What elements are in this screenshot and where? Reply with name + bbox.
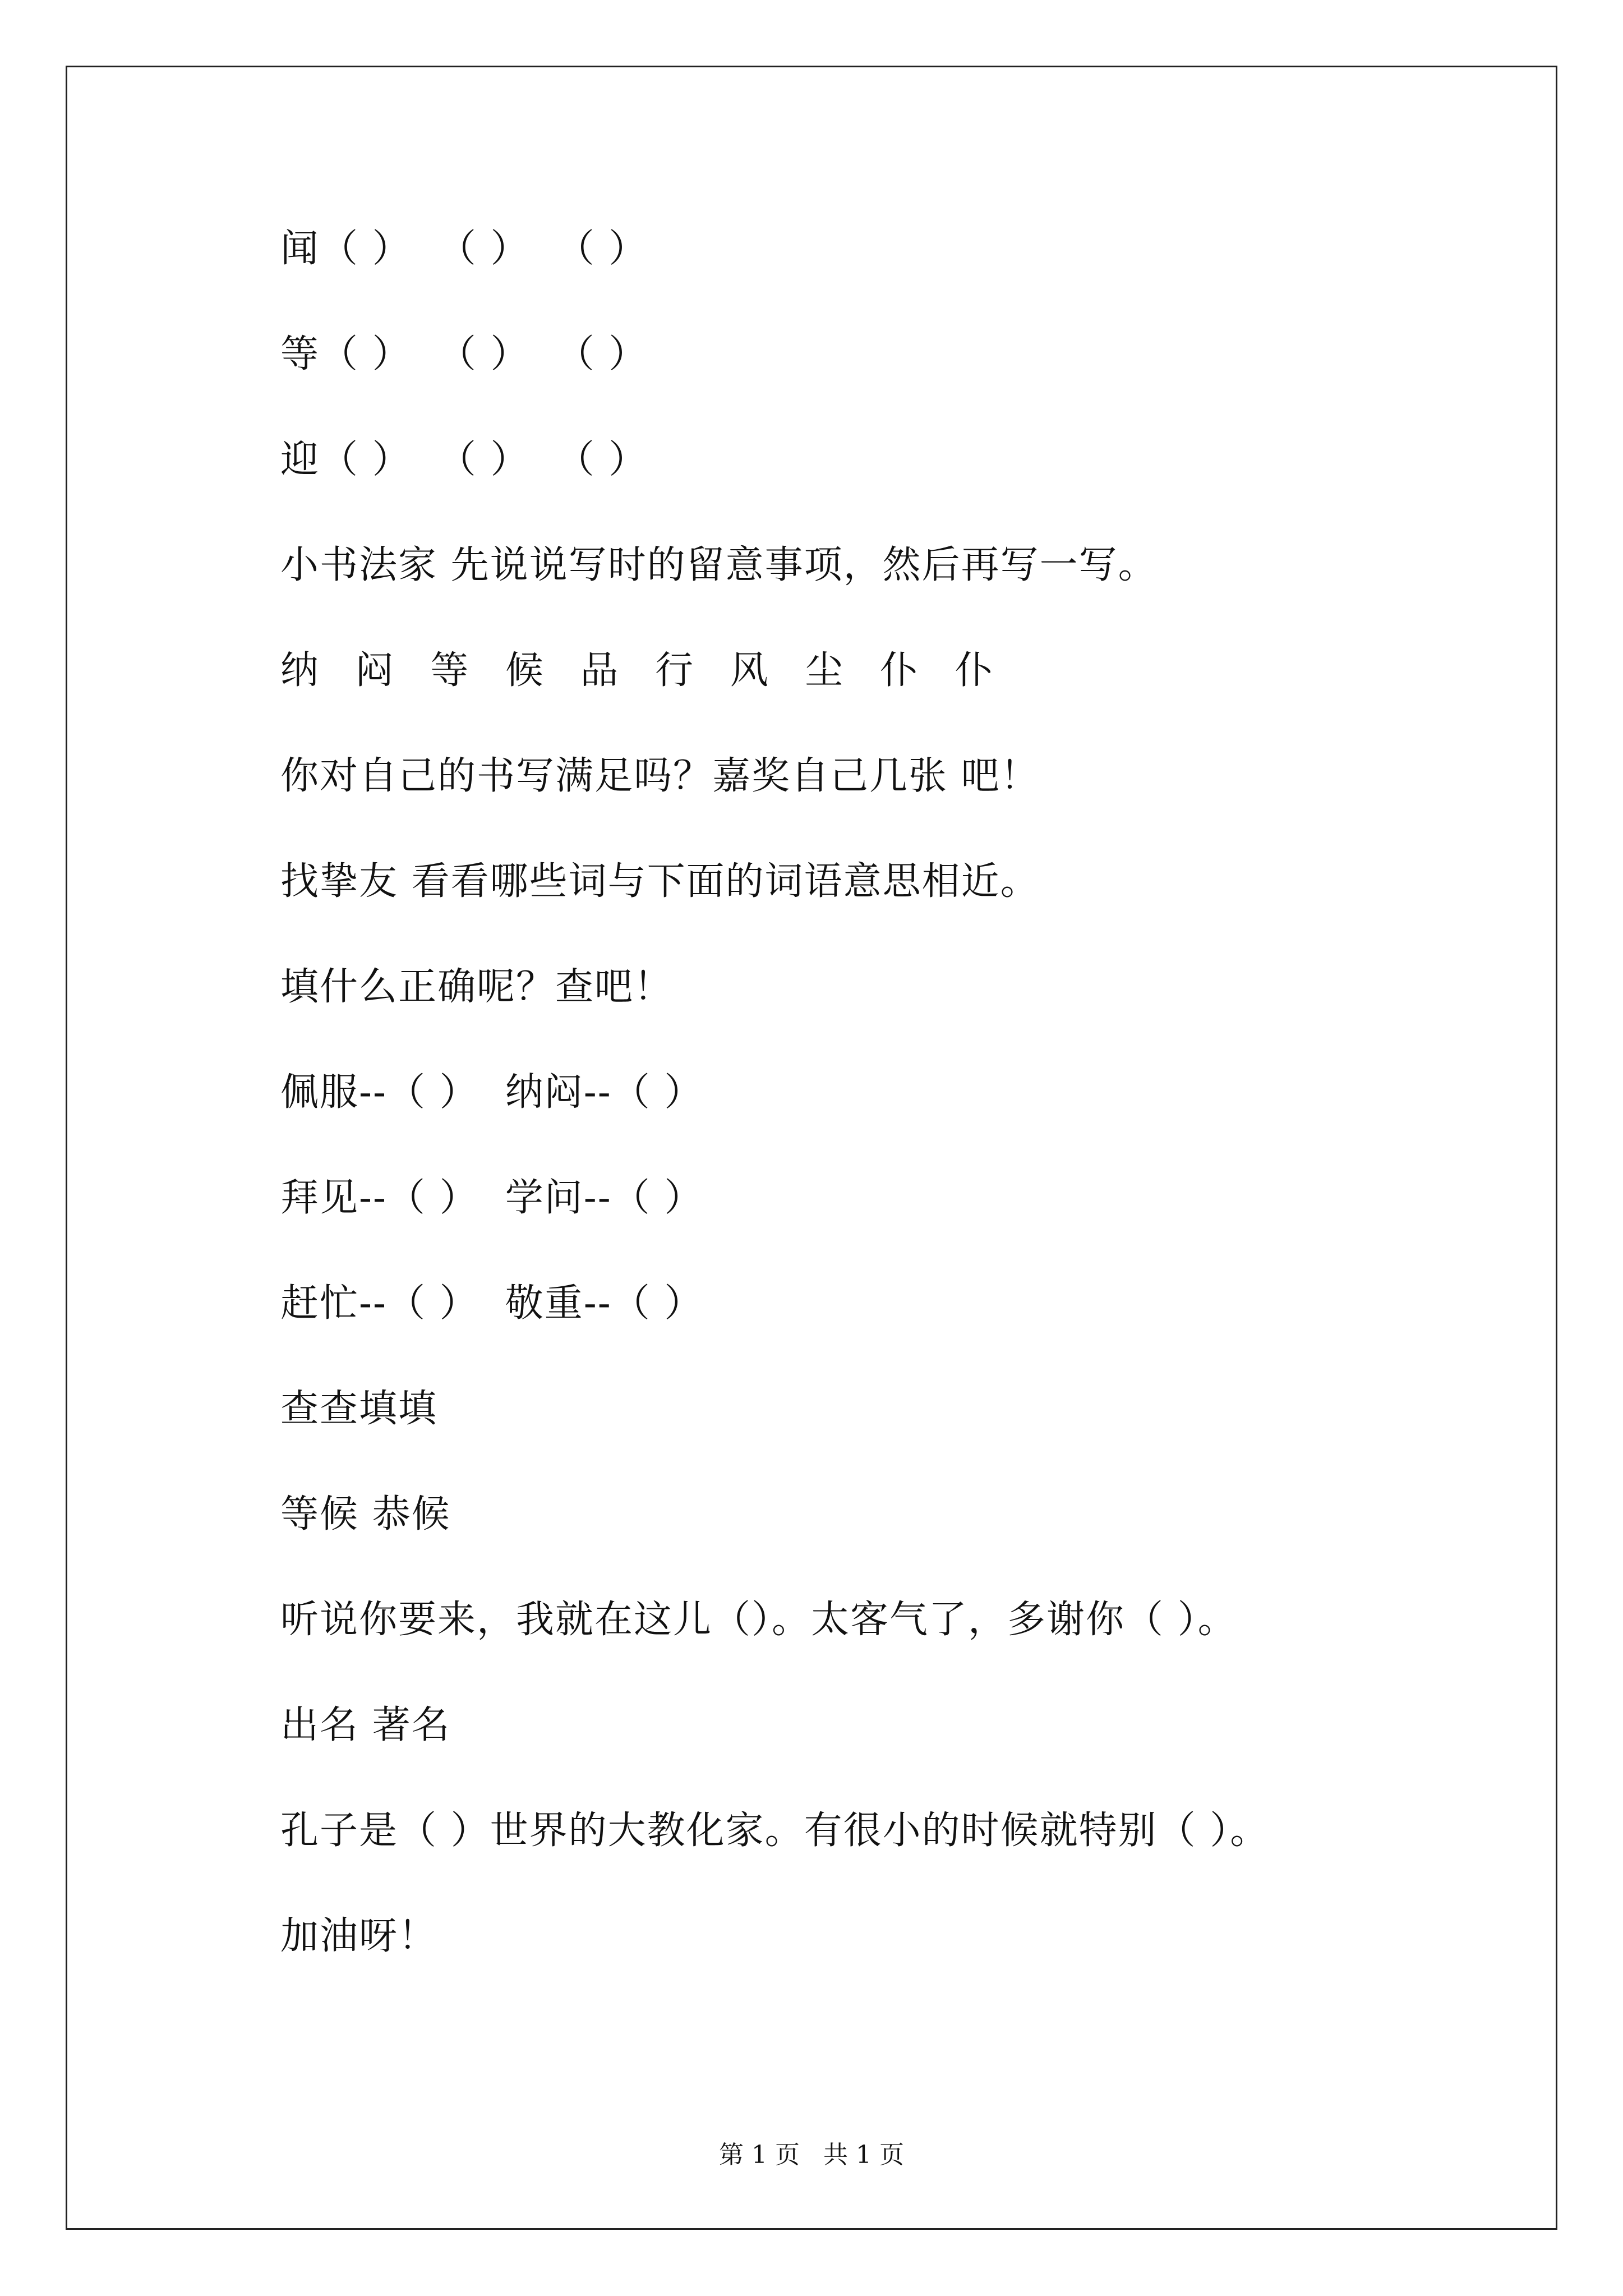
text-line-8: 填什么正确呢？查吧！ xyxy=(280,965,674,1009)
text-line-4: 小书法家 先说说写时的留意事项，然后再写一写。 xyxy=(280,543,1158,587)
text-line-6: 你对自己的书写满足吗？嘉奖自己几张 吧！ xyxy=(280,754,1040,798)
text-line-9: 佩服--（ ） 纳闷--（ ） xyxy=(280,1070,704,1115)
text-line-2: 等（ ） （ ） （ ） xyxy=(280,332,648,376)
text-line-12: 查查填填 xyxy=(280,1387,438,1431)
text-line-17: 加油呀！ xyxy=(280,1914,438,1958)
text-line-11: 赶忙--（ ） 敬重--（ ） xyxy=(280,1281,704,1326)
text-line-14: 听说你要来，我就在这儿（）。太客气了，多谢你（ ）。 xyxy=(280,1598,1237,1642)
page-footer: 第 1 页 共 1 页 xyxy=(719,2141,904,2169)
text-line-1: 闻（ ） （ ） （ ） xyxy=(280,227,648,271)
page-border xyxy=(66,66,1557,2230)
text-line-16: 孔子是（ ）世界的大教化家。有很小的时候就特别（ ）。 xyxy=(280,1809,1270,1853)
text-line-15: 出名 著名 xyxy=(280,1703,451,1747)
text-line-5: 纳 闷 等 候 品 行 风 尘 仆 仆 xyxy=(280,648,1006,693)
text-line-10: 拜见--（ ） 学问--（ ） xyxy=(280,1176,704,1220)
text-line-7: 找挚友 看看哪些词与下面的词语意思相近。 xyxy=(280,859,1040,904)
text-line-13: 等候 恭候 xyxy=(280,1492,451,1536)
text-line-3: 迎（ ） （ ） （ ） xyxy=(280,438,648,482)
